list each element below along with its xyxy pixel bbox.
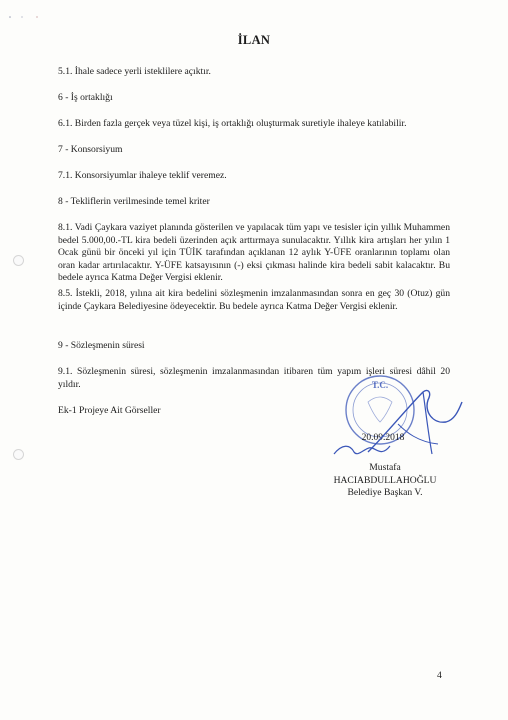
punch-hole-bottom — [13, 449, 24, 460]
document-title: İLAN — [237, 33, 271, 47]
stamp-date: 20.09.2018 — [361, 433, 405, 443]
signatory-first-name: Mustafa — [369, 462, 401, 473]
annex-reference: Ek-1 Projeye Ait Görseller — [58, 405, 161, 416]
heading-8: 8 - Tekliflerin verilmesinde temel kriter — [58, 196, 210, 207]
punch-hole-top — [13, 255, 24, 266]
page-number: 4 — [437, 670, 442, 681]
clause-6-1: 6.1. Birden fazla gerçek veya tüzel kişi, iş ortaklığı oluşturmak suretiyle ihaleye katılabilir. — [58, 118, 407, 129]
clause-5-1: 5.1. İhale sadece yerli isteklilere açıktır. — [58, 66, 211, 77]
scan-specks — [8, 14, 48, 20]
signatory-surname: HACIABDULLAHOĞLU — [333, 474, 437, 486]
heading-6: 6 - İş ortaklığı — [58, 92, 113, 103]
heading-9: 9 - Sözleşmenin süresi — [58, 340, 145, 351]
signature-block — [300, 462, 470, 500]
handwritten-signature — [332, 442, 392, 458]
clause-7-1: 7.1. Konsorsiyumlar ihaleye teklif veremez. — [58, 170, 227, 181]
clause-8-5: 8.5. İstekli, 2018, yılına ait kira bedelini sözleşmenin imzalanmasından sonra en geç 30 (Otuz) gün içinde Çaykara Belediyesine ödeyecektir. Bu bedele ayrıca Katma Değer Vergisi eklenir. — [58, 288, 450, 312]
clause-9-1: 9.1. Sözleşmenin süresi, sözleşmenin imzalanmasından itibaren tüm yapım işleri süresi dâhil 20 yıldır. — [58, 366, 450, 390]
heading-7: 7 - Konsorsiyum — [58, 144, 123, 155]
stamp-text: T.C. — [371, 380, 389, 390]
signatory-title: Belediye Başkan V. — [347, 487, 423, 499]
clause-8-1: 8.1. Vadi Çaykara vaziyet planında gösterilen ve yapılacak tüm yapı ve tesisler için yıllık Muhammen bedel 5.000,00.-TL kira bedeli üzerinden açık arttırmaya sunulacaktır. Yıllık kira artışları her yılın 1 Ocak günü bir önceki yıl için TÜİK tarafından açıklanan 12 aylık Y-ÜFE oranlarının toplamı olan oran kadar artırılacaktır. Y-ÜFE katsayısının (-) eksi çıkması halinde kira bedeli sabit kalacaktır. Bu bedele ayrıca Katma Değer Vergisi eklenir. — [58, 222, 450, 284]
